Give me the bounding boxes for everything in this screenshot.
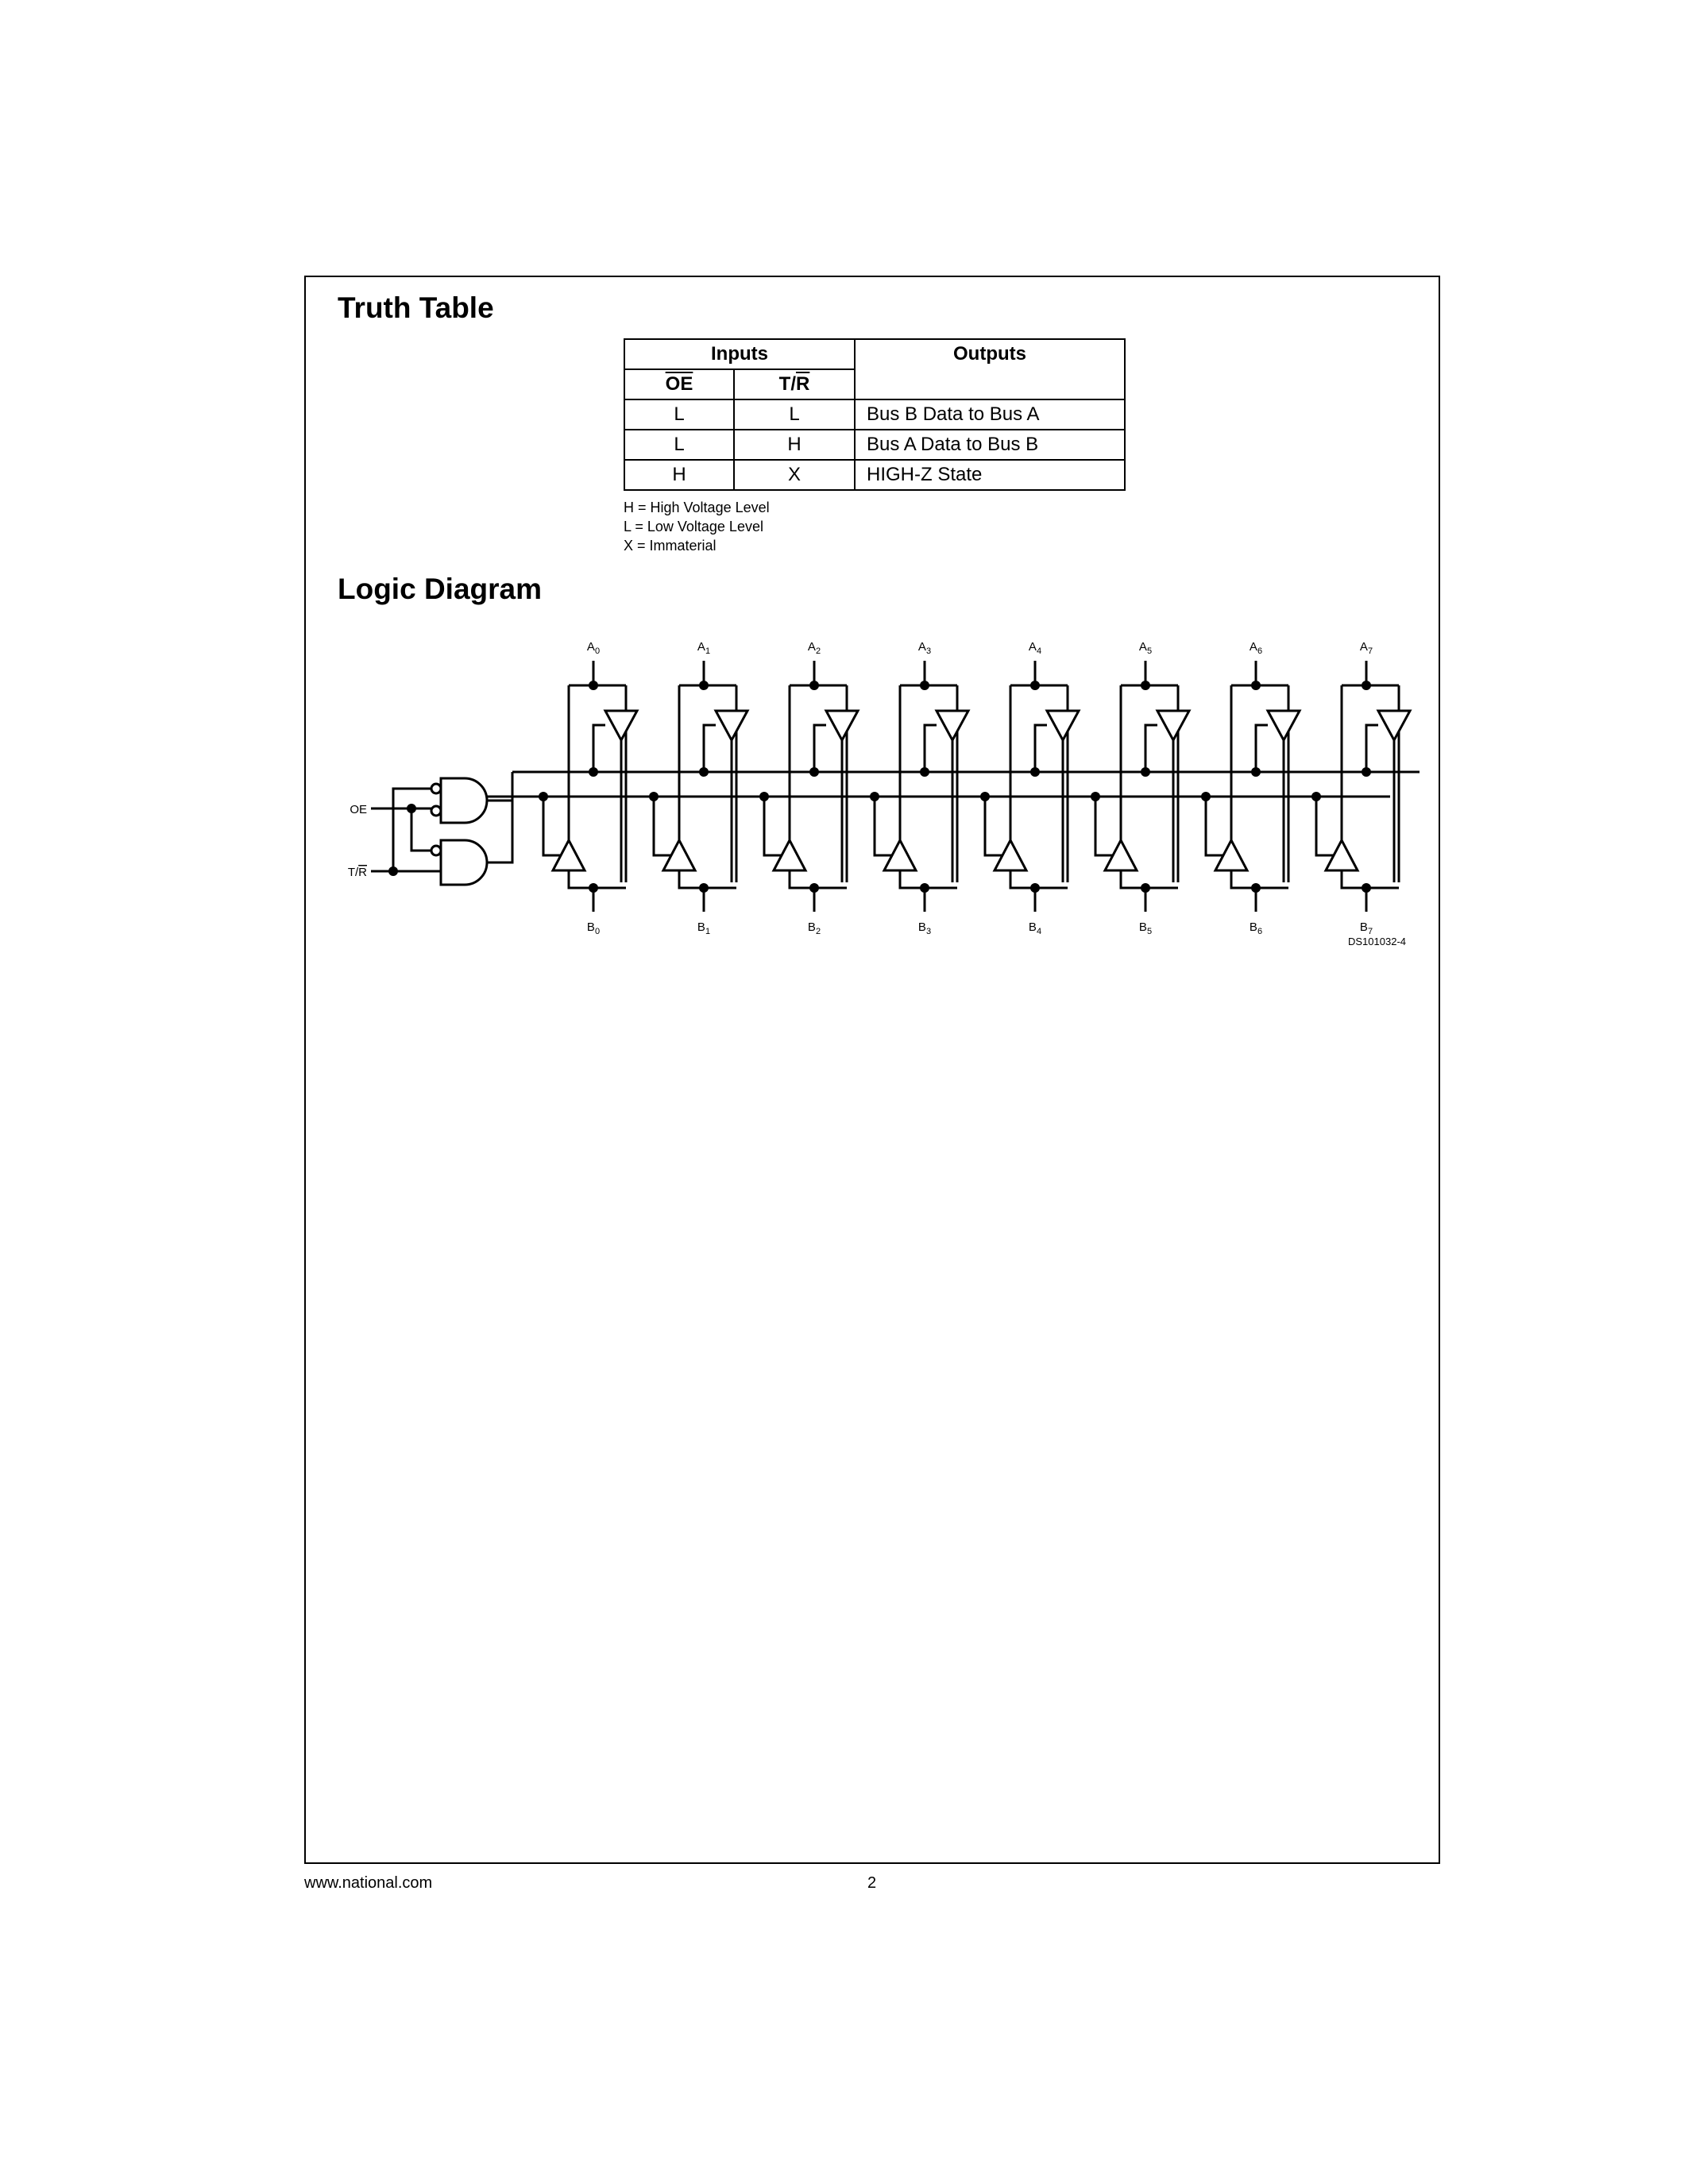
cell-output: Bus A Data to Bus B — [855, 430, 1125, 460]
cell-tr: L — [734, 399, 855, 430]
buffer-triangle-down — [1378, 711, 1410, 740]
logic-diagram-title: Logic Diagram — [338, 573, 542, 605]
b-pin-label: $B_5$ — [1138, 920, 1153, 936]
a-pin-label: $A_4$ — [1028, 640, 1042, 656]
enable-wire — [814, 725, 826, 772]
oe-column-header: $\overline{OE}$ — [624, 369, 734, 399]
truth-table-title: Truth Table — [338, 291, 494, 324]
page-frame — [304, 276, 1440, 1864]
a-pin-label: $A_2$ — [807, 640, 821, 656]
enable-wire — [764, 797, 782, 855]
legend-line: L = Low Voltage Level — [624, 519, 763, 534]
logic-diagram — [306, 277, 1439, 992]
and-gate — [441, 840, 487, 885]
buffer-triangle-down — [1157, 711, 1189, 740]
enable-wire — [1256, 725, 1268, 772]
enable-wire — [593, 725, 605, 772]
enable-wire — [985, 797, 1002, 855]
enable-wire — [1145, 725, 1157, 772]
cell-oe: L — [624, 399, 734, 430]
cell-oe: H — [624, 460, 734, 490]
tr-input-label: T/R — [347, 866, 367, 879]
legend-line: X = Immaterial — [624, 538, 717, 554]
enable-wire — [1035, 725, 1047, 772]
a-pin-label: $A_1$ — [697, 640, 711, 656]
inversion-bubble — [431, 784, 441, 793]
a-pin-label: $A_5$ — [1138, 640, 1153, 656]
b-pin-label: $B_2$ — [807, 920, 821, 936]
inputs-header: Inputs — [624, 339, 855, 369]
enable-wire — [654, 797, 671, 855]
enable-wire — [543, 797, 561, 855]
figure-id: DS101032-4 — [1348, 936, 1406, 947]
enable-wire — [1206, 797, 1223, 855]
b-pin-label: $B_4$ — [1028, 920, 1042, 936]
b-pin-label: $B_1$ — [697, 920, 711, 936]
buffer-triangle-down — [1047, 711, 1079, 740]
buffer-triangle-down — [605, 711, 637, 740]
cell-tr: H — [734, 430, 855, 460]
b-pin-label: $B_7$ — [1359, 920, 1373, 936]
a-pin-label: $A_7$ — [1359, 640, 1373, 656]
a-pin-label: $A_3$ — [917, 640, 932, 656]
enable-wire — [875, 797, 892, 855]
cell-oe: L — [624, 430, 734, 460]
and-gate — [441, 778, 487, 823]
inversion-bubble — [431, 846, 441, 855]
enable-wire — [704, 725, 716, 772]
buffer-triangle-down — [937, 711, 968, 740]
legend-line: H = High Voltage Level — [624, 500, 770, 515]
enable-wire — [1095, 797, 1113, 855]
enable-wire — [925, 725, 937, 772]
a-pin-label: $A_0$ — [586, 640, 601, 656]
cell-output: Bus B Data to Bus A — [855, 399, 1125, 430]
inversion-bubble — [431, 806, 441, 816]
gate-output-wire — [487, 797, 512, 862]
oe-input-label: OE — [350, 803, 367, 816]
buffer-triangle-down — [1268, 711, 1300, 740]
oe-input-wire — [411, 808, 431, 851]
cell-output: HIGH-Z State — [855, 460, 1125, 490]
footer-url: www.national.com — [304, 1874, 433, 1892]
cell-tr: X — [734, 460, 855, 490]
b-pin-label: $B_0$ — [586, 920, 601, 936]
b-pin-label: $B_3$ — [917, 920, 932, 936]
b-pin-label: $B_6$ — [1249, 920, 1263, 936]
a-pin-label: $A_6$ — [1249, 640, 1263, 656]
enable-wire — [1316, 797, 1334, 855]
tr-column-header: $T/\overline{R}$ — [734, 369, 855, 399]
outputs-header: Outputs — [855, 339, 1125, 399]
enable-wire — [1366, 725, 1378, 772]
buffer-triangle-down — [826, 711, 858, 740]
footer-page-number: 2 — [867, 1874, 877, 1892]
buffer-triangle-down — [716, 711, 747, 740]
